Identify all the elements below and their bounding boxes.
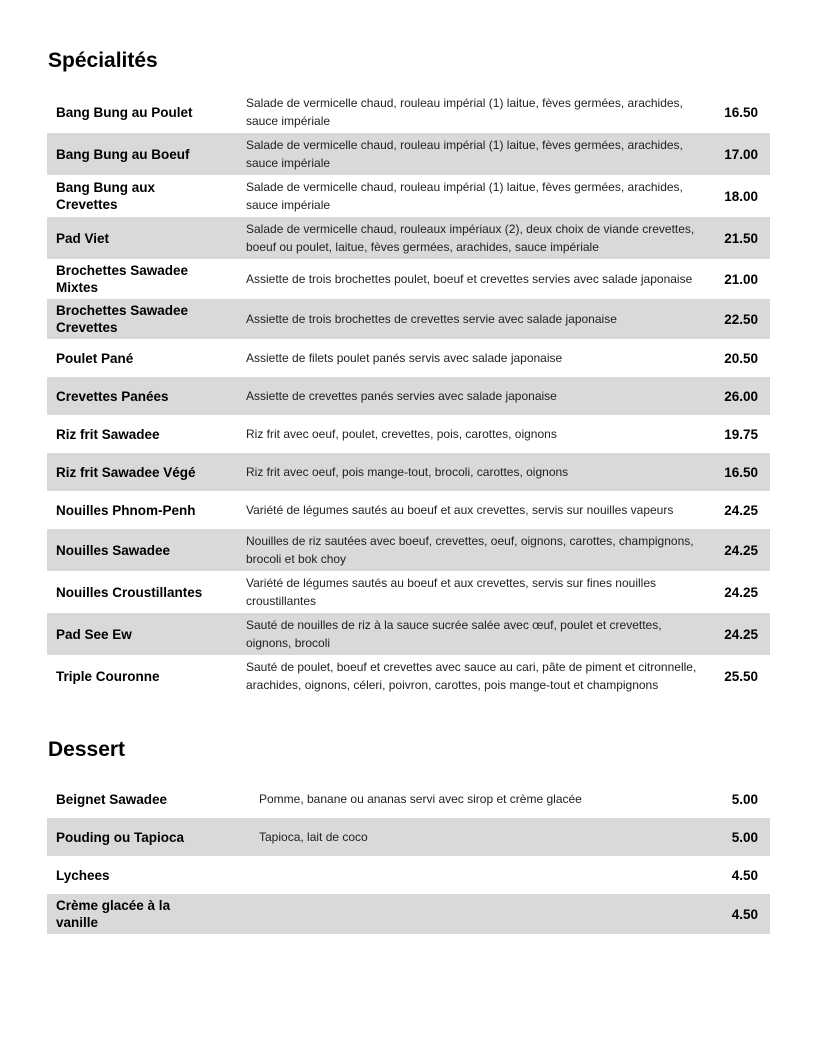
- item-description: Variété de légumes sautés au boeuf et aux crevettes, servis sur fines nouilles croustillantes: [246, 576, 656, 608]
- item-name: Riz frit Sawadee: [56, 426, 160, 442]
- item-price: 19.75: [724, 426, 758, 442]
- item-name: Nouilles Phnom-Penh: [56, 502, 196, 518]
- menu-item-row: [47, 299, 770, 339]
- item-price: 17.00: [724, 146, 758, 162]
- item-price: 16.50: [724, 464, 758, 480]
- item-description: Sauté de poulet, boeuf et crevettes avec sauce au cari, pâte de piment et citronnelle, arachides, oignons, céleri, poivron, carottes, pois mange-tout et champignons: [246, 660, 697, 692]
- item-description: Assiette de trois brochettes poulet, boeuf et crevettes servies avec salade japonaise: [246, 272, 693, 286]
- item-name: Pad Viet: [56, 230, 110, 246]
- item-description: Sauté de nouilles de riz à la sauce sucrée salée avec œuf, poulet et crevettes, oignons, brocoli: [246, 618, 662, 650]
- section-title: Dessert: [48, 738, 126, 761]
- menu-item-row: [47, 818, 770, 856]
- item-description: Nouilles de riz sautées avec boeuf, crevettes, oeuf, oignons, carottes, champignons, brocoli et bok choy: [246, 534, 694, 566]
- menu-item-row: [47, 655, 770, 697]
- menu-item-row: [47, 133, 770, 175]
- item-name: Nouilles Croustillantes: [56, 584, 203, 600]
- item-name: Bang Bung au Poulet: [56, 104, 193, 120]
- item-name: Poulet Pané: [56, 350, 134, 366]
- item-description: Riz frit avec oeuf, pois mange-tout, brocoli, carottes, oignons: [246, 465, 569, 479]
- item-name: Pouding ou Tapioca: [56, 829, 184, 845]
- item-price: 24.25: [724, 502, 758, 518]
- item-name: Bang Bung aux Crevettes: [56, 180, 156, 212]
- item-description: Salade de vermicelle chaud, rouleau impérial (1) laitue, fèves germées, arachides, sauce impériale: [246, 180, 683, 212]
- menu-item-row: [47, 91, 770, 133]
- item-price: 26.00: [724, 388, 758, 404]
- item-name: Crevettes Panées: [56, 388, 169, 404]
- item-description: Riz frit avec oeuf, poulet, crevettes, pois, carottes, oignons: [246, 427, 557, 441]
- section-title: Spécialités: [48, 49, 158, 72]
- menu-item-row: [47, 856, 770, 894]
- item-price: 4.50: [731, 906, 758, 922]
- menu-item-row: [47, 175, 770, 217]
- item-name: Brochettes Sawadee Crevettes: [56, 303, 189, 335]
- menu-item-row: [47, 339, 770, 377]
- item-price: 20.50: [724, 350, 758, 366]
- item-description: Salade de vermicelle chaud, rouleau impérial (1) laitue, fèves germées, arachides, sauce impériale: [246, 138, 683, 170]
- item-price: 21.00: [724, 271, 758, 287]
- menu-item-row: [47, 453, 770, 491]
- item-name: Triple Couronne: [56, 668, 160, 684]
- menu-section: [47, 737, 770, 934]
- item-name: Lychees: [56, 867, 110, 883]
- item-name: Beignet Sawadee: [56, 791, 168, 807]
- item-price: 22.50: [724, 311, 758, 327]
- menu-item-row: [47, 780, 770, 818]
- menu-item-row: [47, 259, 770, 299]
- menu-item-row: [47, 491, 770, 529]
- item-description: Assiette de crevettes panés servies avec salade japonaise: [246, 389, 557, 403]
- item-price: 18.00: [724, 188, 758, 204]
- item-price: 25.50: [724, 668, 758, 684]
- menu-item-row: [47, 217, 770, 259]
- item-price: 5.00: [731, 829, 758, 845]
- item-price: 16.50: [724, 104, 758, 120]
- item-name: Nouilles Sawadee: [56, 542, 171, 558]
- item-price: 24.25: [724, 542, 758, 558]
- item-price: 24.25: [724, 584, 758, 600]
- menu-item-row: [47, 613, 770, 655]
- menu-item-row: [47, 894, 770, 934]
- menu-section: [47, 48, 770, 697]
- item-description: Pomme, banane ou ananas servi avec sirop et crème glacée: [259, 792, 582, 806]
- item-name: Bang Bung au Boeuf: [56, 146, 190, 162]
- item-name: Pad See Ew: [56, 626, 132, 642]
- item-name: Crème glacée à la vanille: [56, 898, 171, 930]
- item-name: Riz frit Sawadee Végé: [56, 464, 196, 480]
- item-description: Assiette de filets poulet panés servis avec salade japonaise: [246, 351, 563, 365]
- item-description: Salade de vermicelle chaud, rouleau impérial (1) laitue, fèves germées, arachides, sauce impériale: [246, 96, 683, 128]
- item-price: 5.00: [731, 791, 758, 807]
- menu-item-row: [47, 415, 770, 453]
- item-price: 21.50: [724, 230, 758, 246]
- menu-item-row: [47, 529, 770, 571]
- item-description: Variété de légumes sautés au boeuf et aux crevettes, servis sur nouilles vapeurs: [246, 503, 674, 517]
- menu-item-row: [47, 571, 770, 613]
- section-rows: [47, 780, 770, 934]
- item-name: Brochettes Sawadee Mixtes: [56, 263, 189, 295]
- item-price: 4.50: [731, 867, 758, 883]
- menu-item-row: [47, 377, 770, 415]
- item-price: 24.25: [724, 626, 758, 642]
- item-description: Assiette de trois brochettes de crevettes servie avec salade japonaise: [246, 312, 617, 326]
- item-description: Salade de vermicelle chaud, rouleaux impériaux (2), deux choix de viande crevettes, boeuf ou poulet, laitue, fèves germées, arachides, sauce impériale: [246, 222, 695, 254]
- item-description: Tapioca, lait de coco: [259, 830, 368, 844]
- menu-root: [47, 48, 770, 934]
- section-rows: [47, 91, 770, 697]
